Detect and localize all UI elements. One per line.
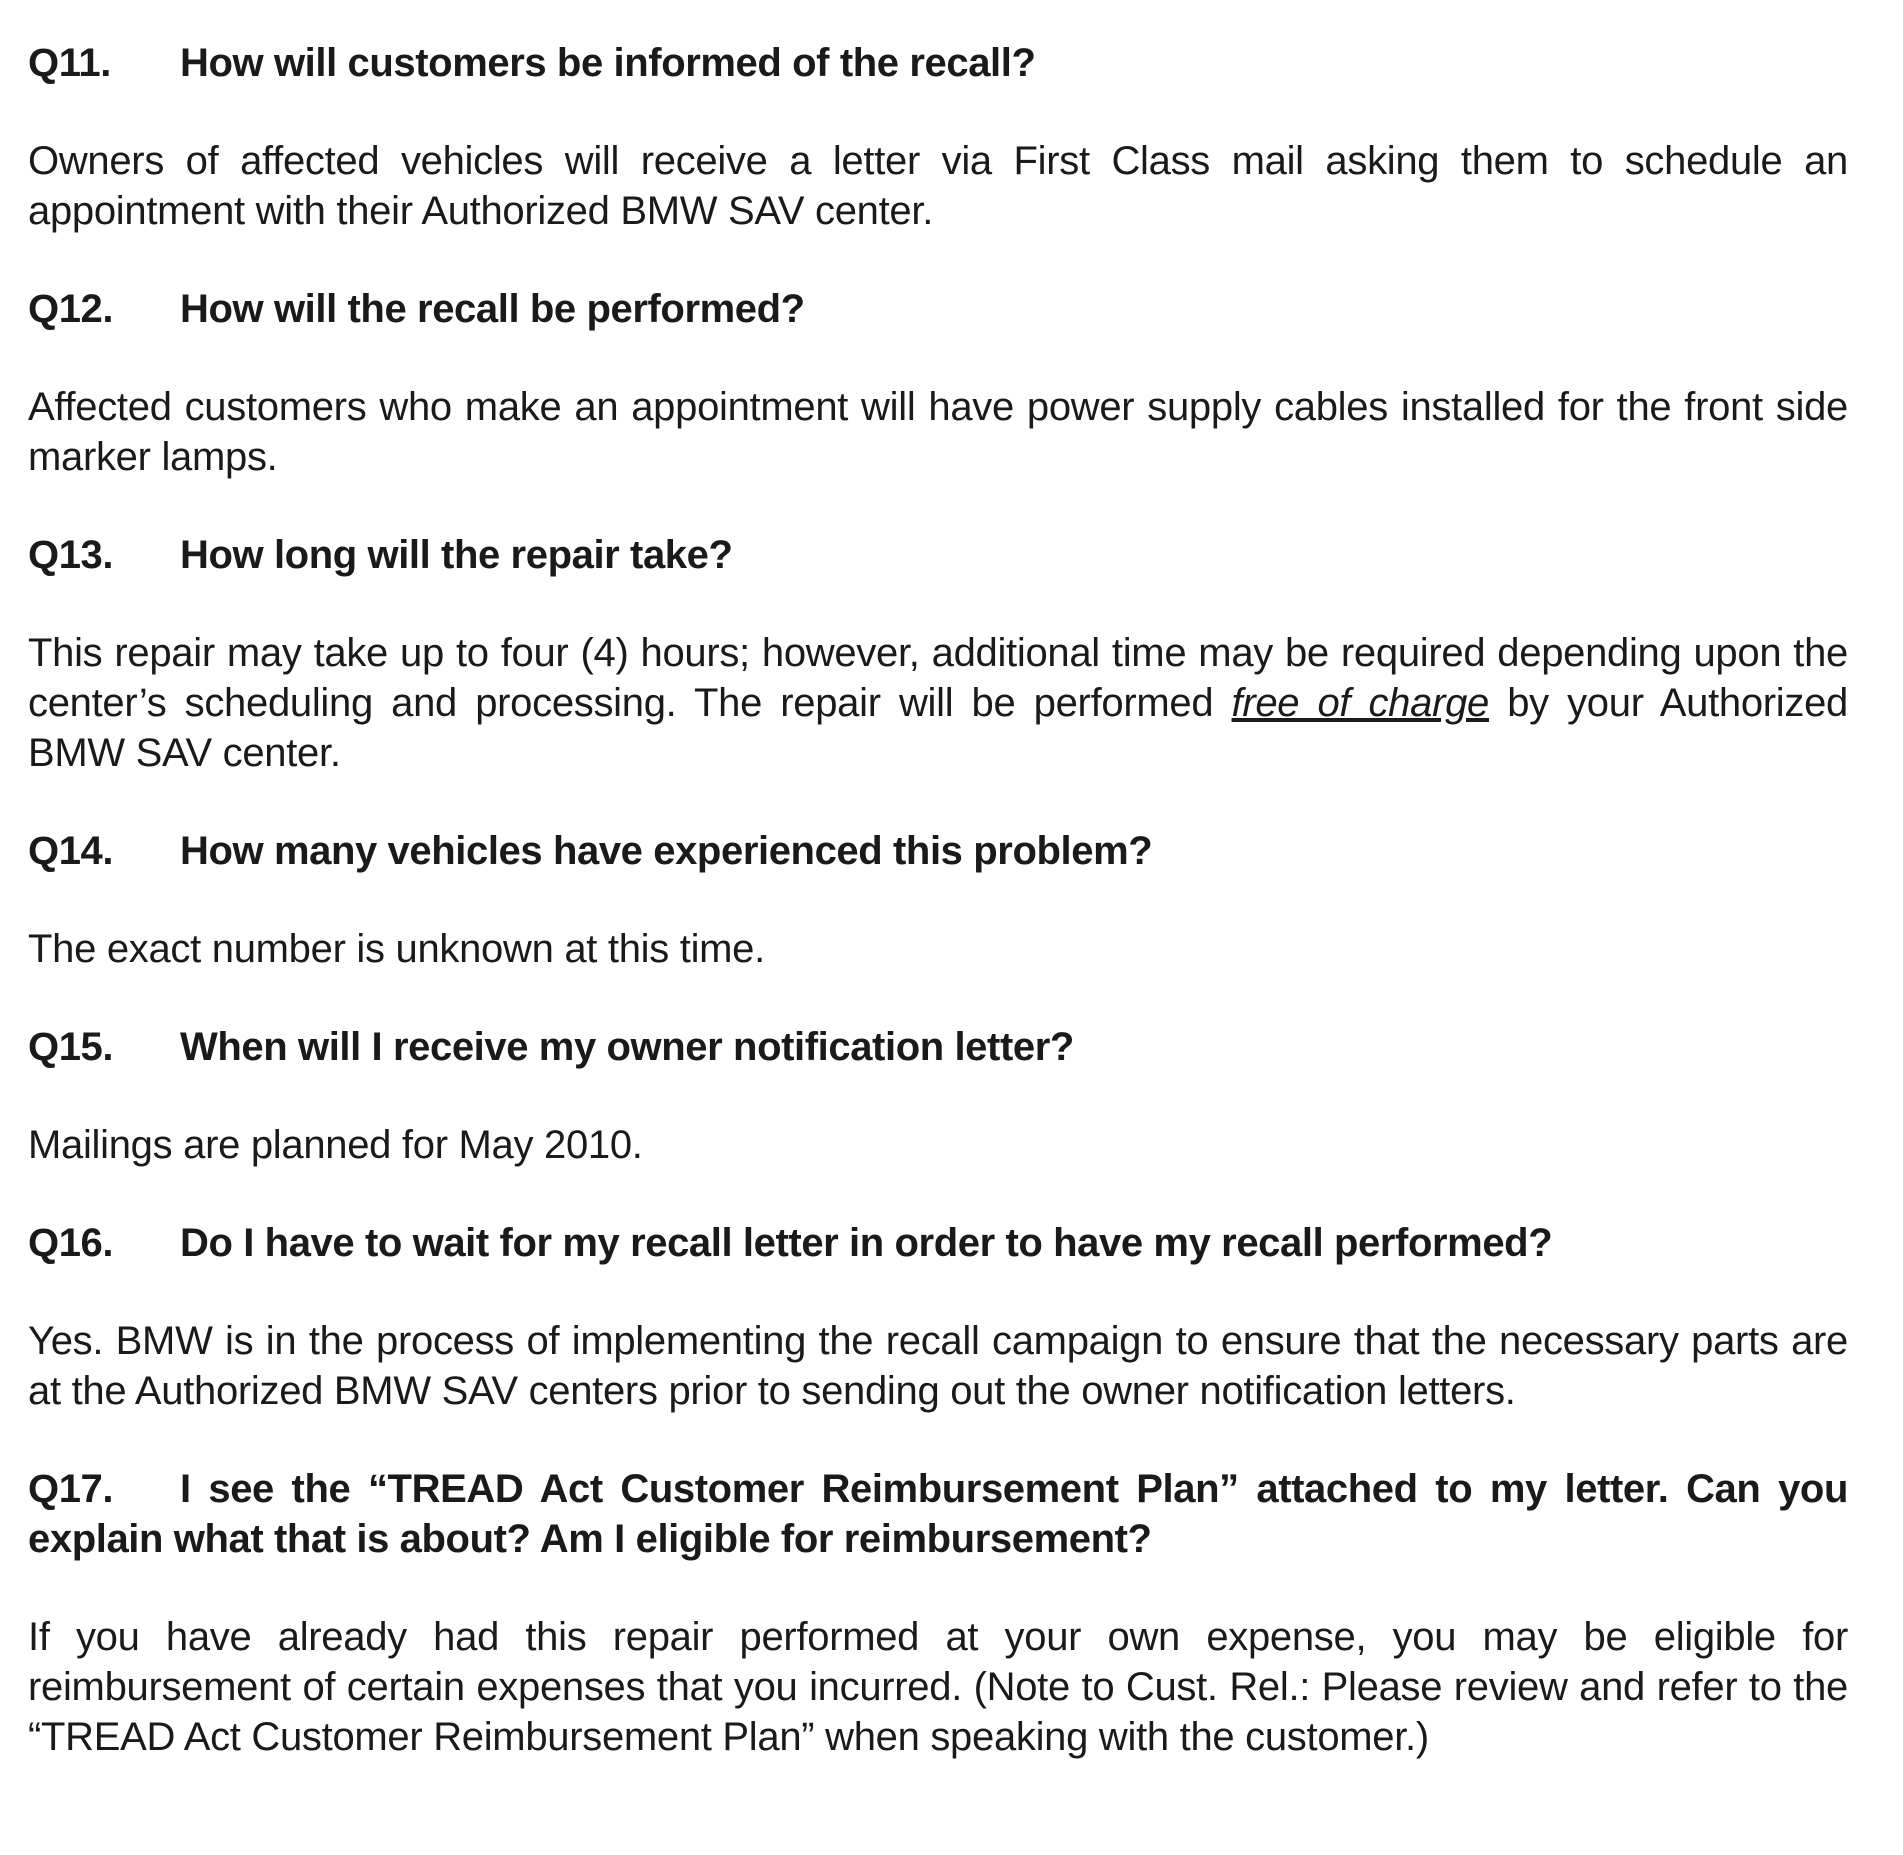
- question-heading: [28, 1218, 1848, 1268]
- faq-item-q15: [28, 1022, 1848, 1170]
- question-text: When will I receive my owner notification letter?: [180, 1025, 1074, 1069]
- question-number: Q17.: [28, 1467, 114, 1511]
- faq-item-q14: [28, 826, 1848, 974]
- faq-item-q16: [28, 1218, 1848, 1416]
- answer-text: The exact number is unknown at this time.: [28, 927, 765, 971]
- question-number: Q12.: [28, 287, 114, 331]
- answer-text: If you have already had this repair performed at your own expense, you may be eligible for reimbursement of certain expenses that you incurred. (Note to Cust. Rel.: Please review and refer to the “TREAD Act Customer Reimbursement Plan” when speaking with the customer.): [28, 1615, 1848, 1759]
- faq-item-q12: [28, 284, 1848, 482]
- question-text: How will customers be informed of the recall?: [180, 41, 1036, 85]
- faq-item-q13: [28, 530, 1848, 778]
- faq-item-q17: [28, 1464, 1848, 1762]
- faq-document: [28, 38, 1848, 1810]
- question-heading: [28, 1464, 1848, 1564]
- question-heading: [28, 38, 1848, 88]
- answer-text-part: by your Authorized BMW SAV center.: [28, 681, 1848, 775]
- question-text: Do I have to wait for my recall letter in order to have my recall performed?: [180, 1221, 1553, 1265]
- question-number: Q15.: [28, 1025, 114, 1069]
- question-heading: [28, 530, 1848, 580]
- answer-text: Affected customers who make an appointment will have power supply cables installed for the front side marker lamps.: [28, 385, 1848, 479]
- question-text: How many vehicles have experienced this problem?: [180, 829, 1153, 873]
- question-heading: [28, 1022, 1848, 1072]
- answer-text: Yes. BMW is in the process of implementing the recall campaign to ensure that the necessary parts are at the Authorized BMW SAV centers prior to sending out the owner notification letters.: [28, 1319, 1848, 1413]
- question-number: Q16.: [28, 1221, 114, 1265]
- free-of-charge-emphasis: free of charge: [1231, 681, 1489, 725]
- faq-item-q11: [28, 38, 1848, 236]
- answer-text: [28, 628, 1848, 778]
- answer-text-part: This repair may take up to four (4) hours; however, additional time may be required depending upon the center’s scheduling and processing. The repair will be performed: [28, 631, 1848, 725]
- question-number: Q13.: [28, 533, 114, 577]
- question-text: I see the “TREAD Act Customer Reimbursement Plan” attached to my letter. Can you explain what that is about? Am I eligible for reimbursement?: [28, 1467, 1848, 1561]
- question-text: How long will the repair take?: [180, 533, 733, 577]
- question-heading: [28, 826, 1848, 876]
- question-number: Q11.: [28, 41, 111, 85]
- question-heading: [28, 284, 1848, 334]
- question-text: How will the recall be performed?: [180, 287, 805, 331]
- question-number: Q14.: [28, 829, 114, 873]
- answer-text: Owners of affected vehicles will receive a letter via First Class mail asking them to schedule an appointment with their Authorized BMW SAV center.: [28, 139, 1848, 233]
- answer-text: Mailings are planned for May 2010.: [28, 1123, 643, 1167]
